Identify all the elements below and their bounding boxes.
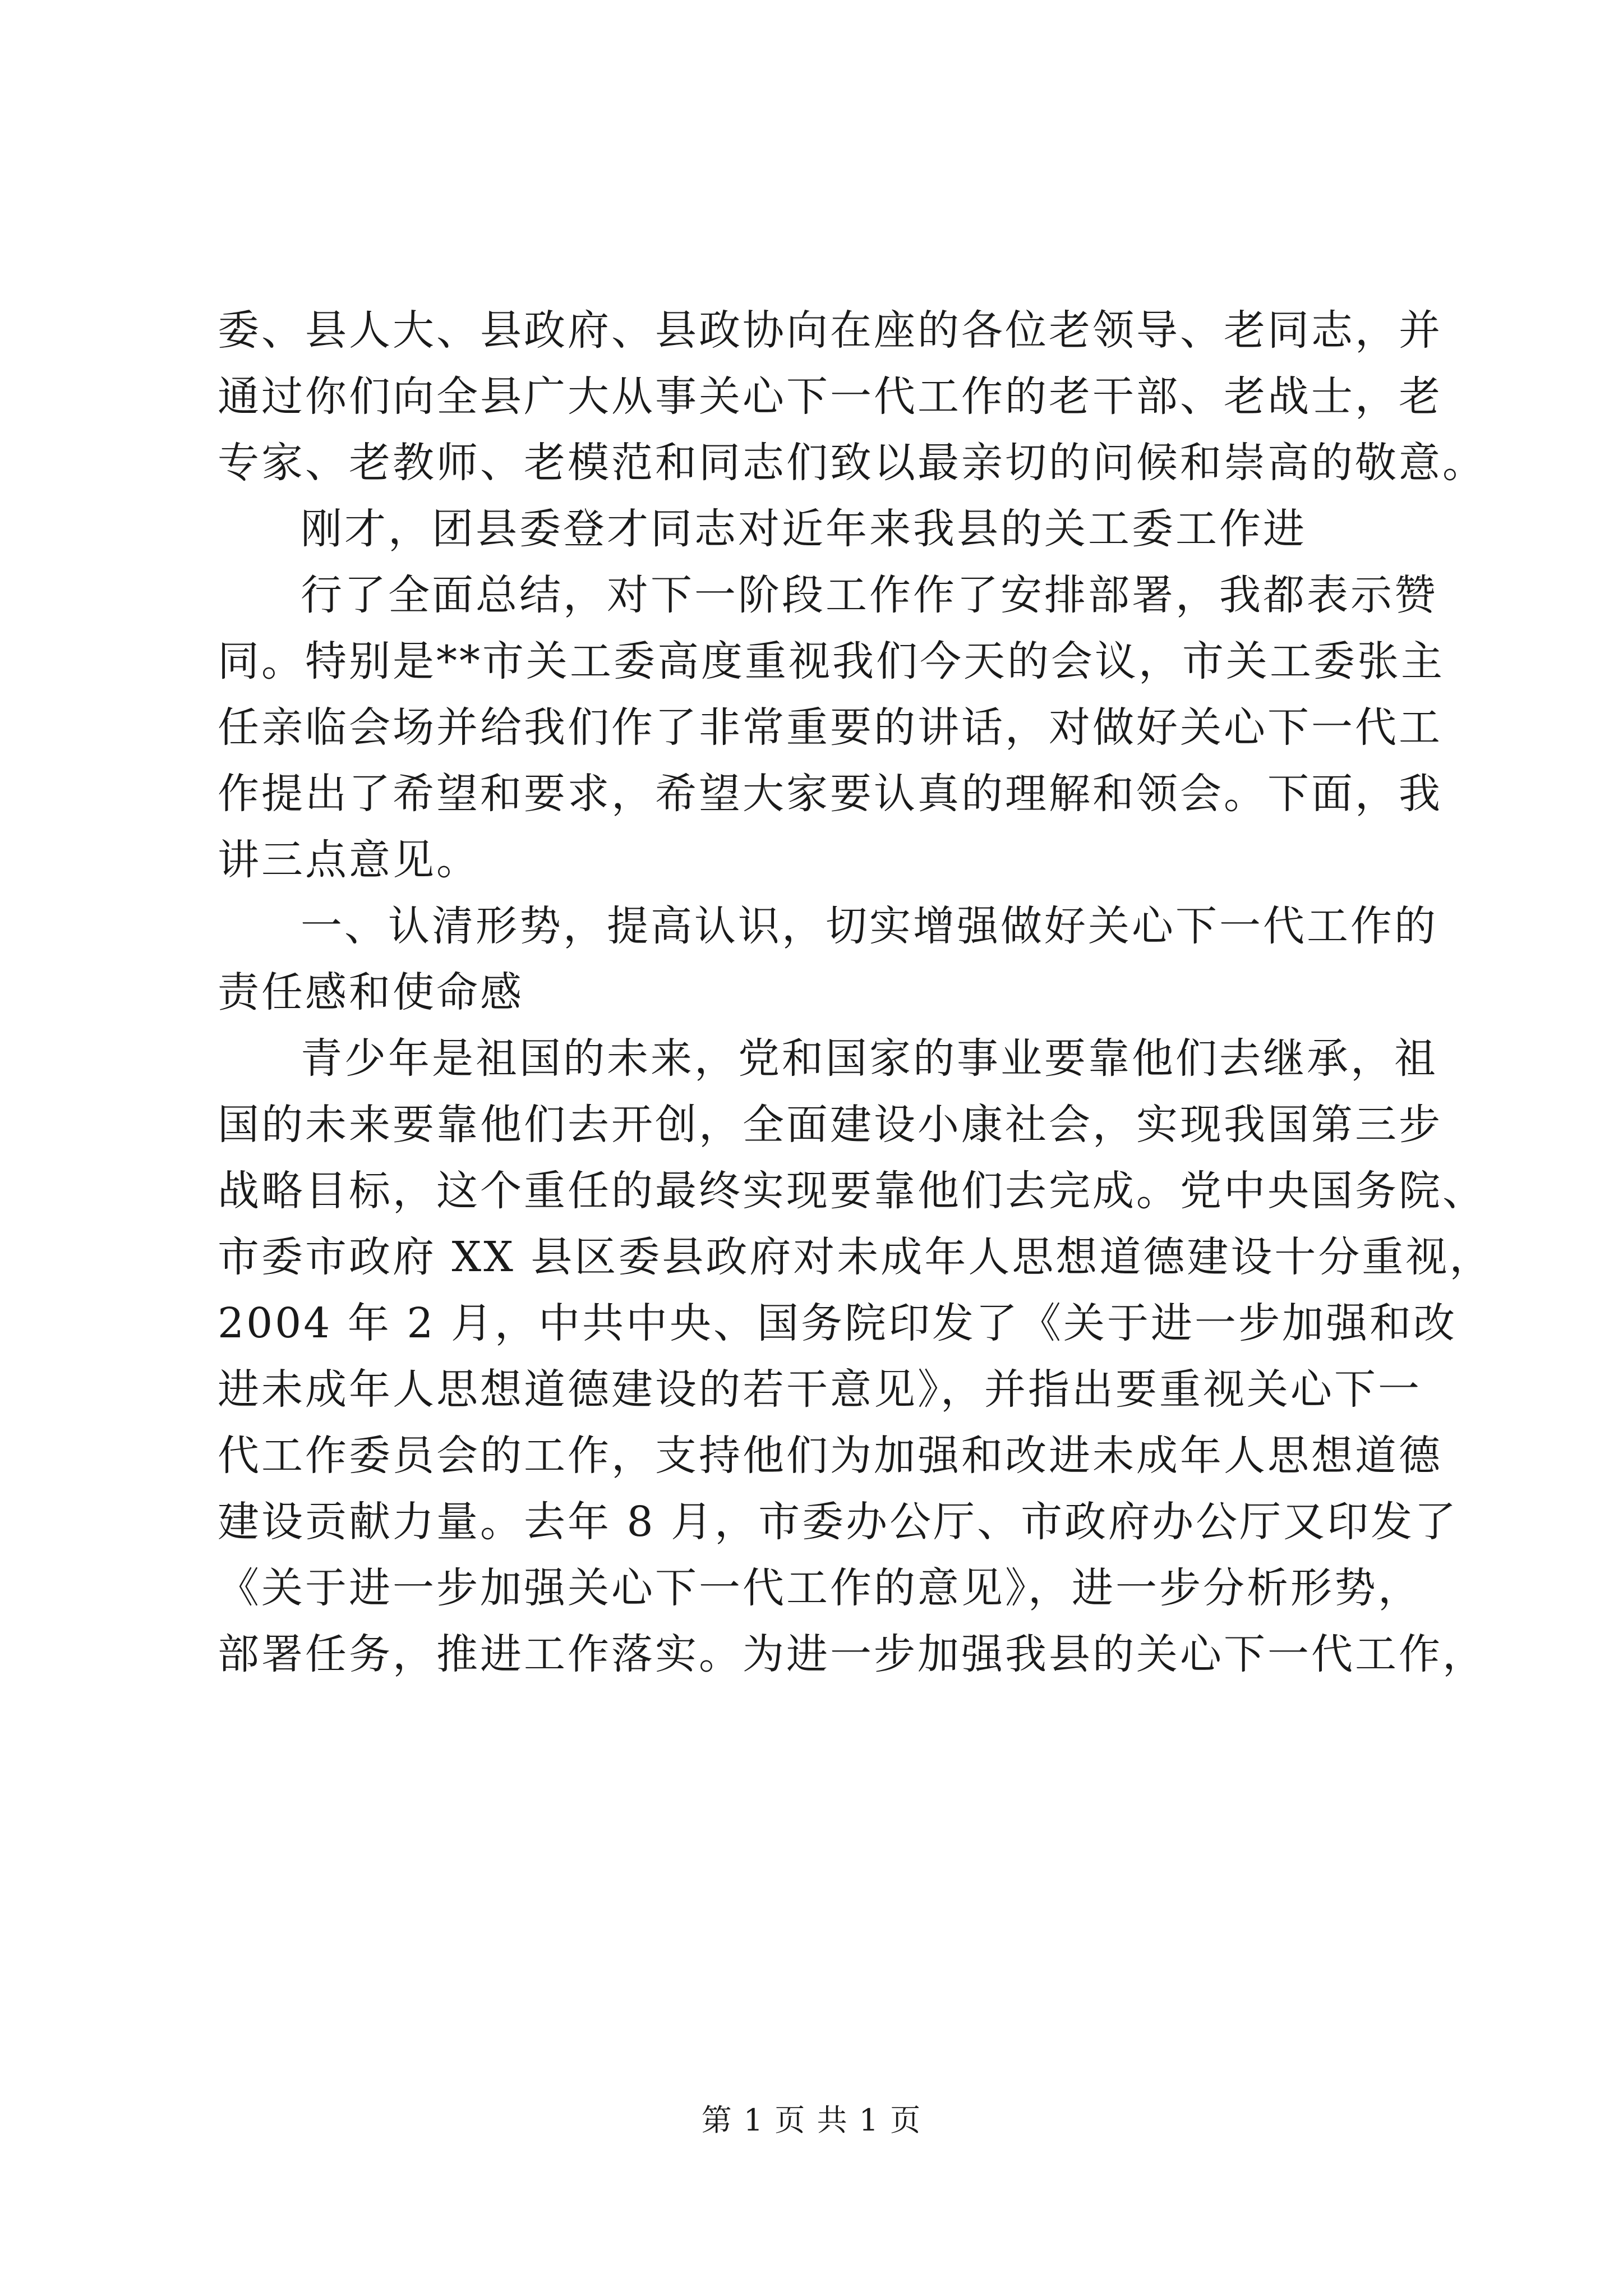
text-line-13: 国的未来要靠他们去开创，全面建设小康社会，实现我国第三步 xyxy=(218,1101,1442,1149)
page-footer: 第 1 页 共 1 页 xyxy=(701,2102,922,2138)
document-body xyxy=(218,297,1493,1687)
text-line-6: 同。特别是**市关工委高度重视我们今天的会议，市关工委张主 xyxy=(218,637,1445,685)
text-line-9: 讲三点意见。 xyxy=(218,836,480,884)
text-line-14: 战略目标，这个重任的最终实现要靠他们去完成。党中央国务院、 xyxy=(218,1167,1486,1215)
text-line-20: 《关于进一步加强关心下一代工作的意见》，进一步分析形势， xyxy=(218,1564,1422,1612)
text-line-19: 建设贡献力量。去年 8 月，市委办公厅、市政府办公厅又印发了 xyxy=(218,1498,1459,1546)
text-line-7: 任亲临会场并给我们作了非常重要的讲话，对做好关心下一代工 xyxy=(218,703,1442,752)
section-heading-line-1: 一、认清形势，提高认识，切实增强做好关心下一代工作的 xyxy=(301,902,1438,950)
text-line-12: 青少年是祖国的未来，党和国家的事业要靠他们去继承，祖 xyxy=(301,1034,1438,1083)
text-line-8: 作提出了希望和要求，希望大家要认真的理解和领会。下面，我 xyxy=(218,770,1442,818)
section-heading-line-2: 责任感和使命感 xyxy=(218,968,524,1016)
text-line-2: 通过你们向全县广大从事关心下一代工作的老干部、老战士，老 xyxy=(218,372,1442,421)
text-line-17: 进未成年人思想道德建设的若干意见》，并指出要重视关心下一 xyxy=(218,1365,1422,1414)
text-line-21: 部署任务，推进工作落实。为进一步加强我县的关心下一代工作， xyxy=(218,1630,1486,1678)
text-line-4: 刚才，团县委登才同志对近年来我县的关工委工作进 xyxy=(301,505,1307,553)
text-line-18: 代工作委员会的工作，支持他们为加强和改进未成年人思想道德 xyxy=(218,1432,1442,1480)
text-line-5: 行了全面总结，对下一阶段工作作了安排部署，我都表示赞 xyxy=(301,571,1438,619)
text-line-15: 市委市政府 XX 县区委县政府对未成年人思想道德建设十分重视， xyxy=(218,1233,1493,1281)
text-line-16: 2004 年 2 月，中共中央、国务院印发了《关于进一步加强和改 xyxy=(218,1299,1457,1347)
text-line-1: 委、县人大、县政府、县政协向在座的各位老领导、老同志，并 xyxy=(218,306,1442,355)
text-line-3: 专家、老教师、老模范和同志们致以最亲切的问候和崇高的敬意。 xyxy=(218,439,1486,487)
